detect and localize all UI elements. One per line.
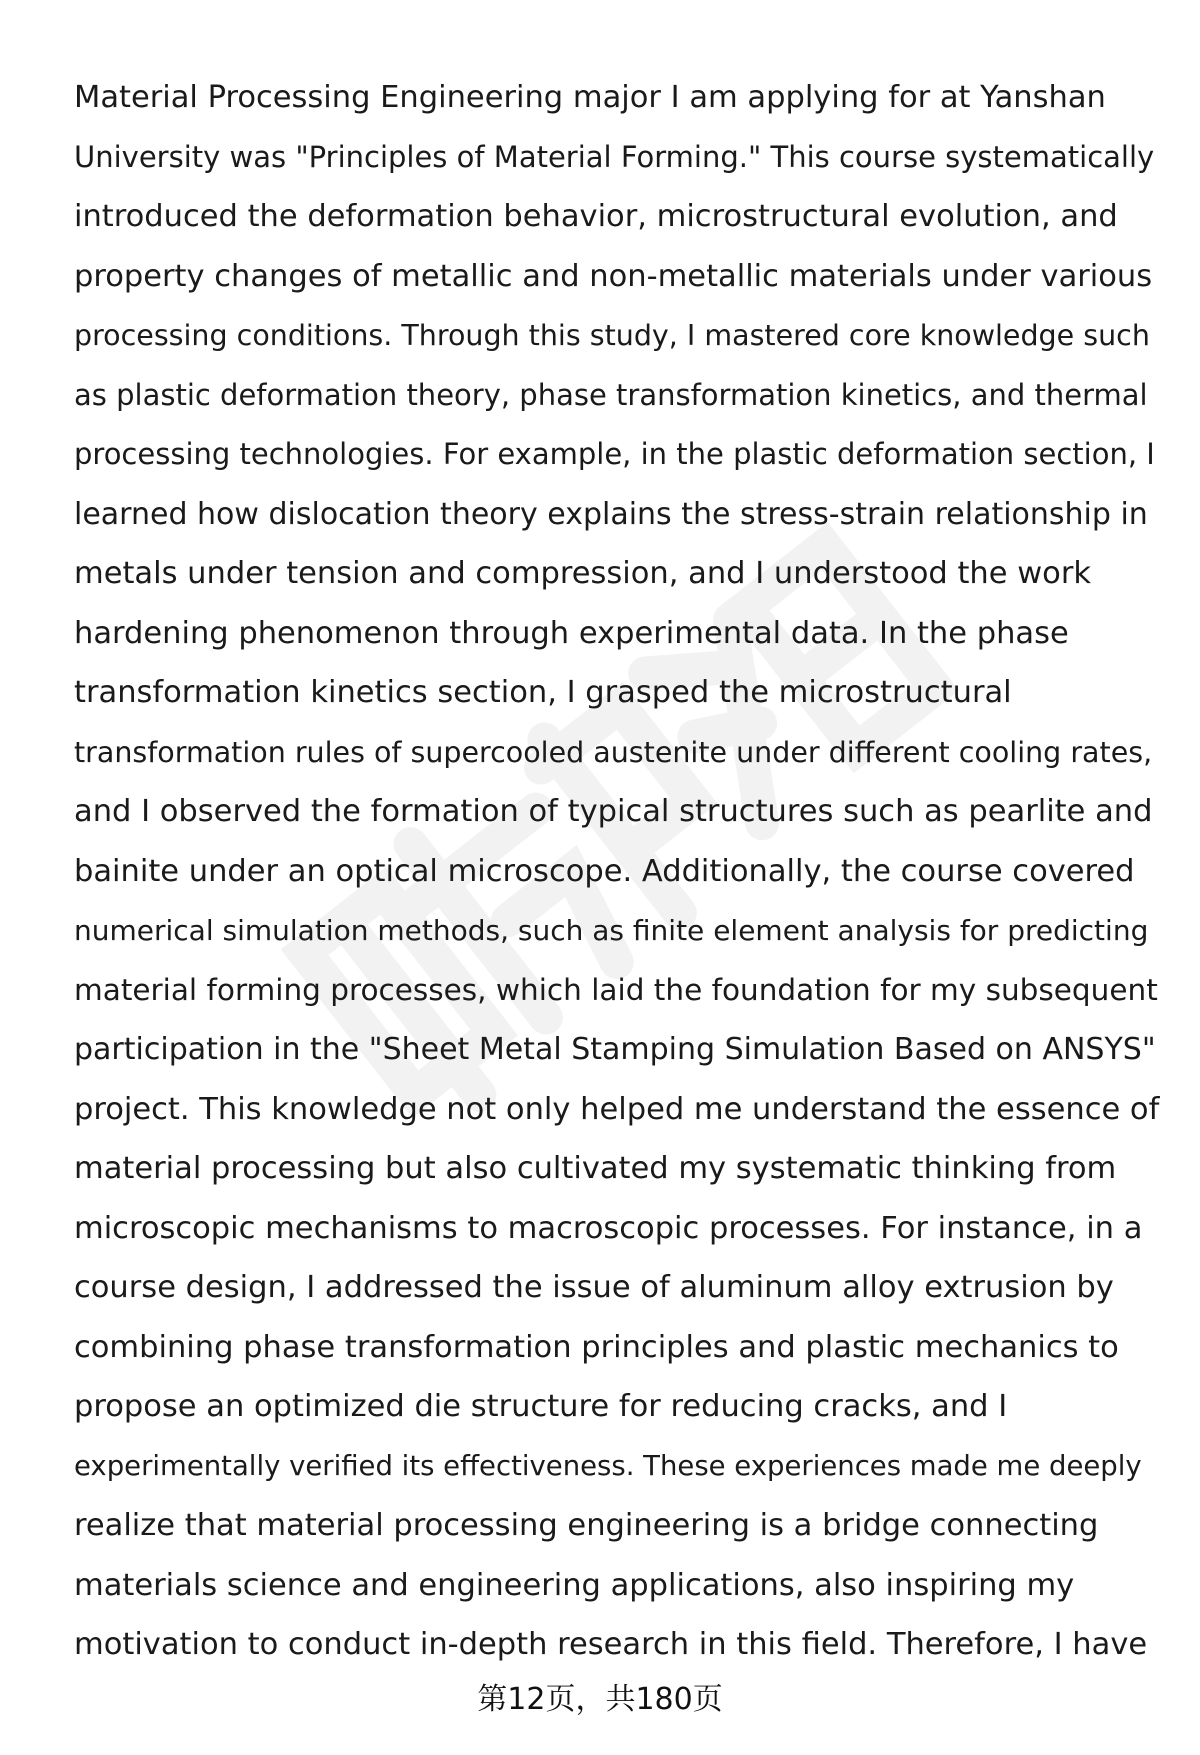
text-line: propose an optimized die structure for reducing cracks, and I xyxy=(74,1389,1008,1424)
text-line: transformation kinetics section, I grasped the microstructural xyxy=(74,675,1012,710)
text-line: University was "Principles of Material Forming." This course systematically xyxy=(74,139,1155,174)
text-line: introduced the deformation behavior, microstructural evolution, and xyxy=(74,199,1118,234)
text-line: project. This knowledge not only helped me understand the essence of xyxy=(74,1091,1160,1127)
text-line: learned how dislocation theory explains the stress-strain relationship in xyxy=(74,496,1148,532)
text-line: transformation rules of supercooled austenite under different cooling rates, xyxy=(74,735,1153,769)
text-line: material processing but also cultivated my systematic thinking from xyxy=(74,1151,1117,1186)
page-number-footer: 第12页，共180页 xyxy=(477,1682,723,1717)
body-text xyxy=(74,68,1160,1675)
text-line: Material Processing Engineering major I am applying for at Yanshan xyxy=(74,80,1106,115)
text-line: microscopic mechanisms to macroscopic processes. For instance, in a xyxy=(74,1210,1143,1246)
text-line: processing conditions. Through this study, I mastered core knowledge such xyxy=(74,319,1150,352)
text-line: hardening phenomenon through experimental data. In the phase xyxy=(74,615,1069,651)
text-line: metals under tension and compression, and I understood the work xyxy=(74,556,1092,591)
text-line: material forming processes, which laid the foundation for my subsequent xyxy=(74,972,1158,1007)
text-line: numerical simulation methods, such as finite element analysis for predicting xyxy=(74,914,1149,947)
text-line: property changes of metallic and non-metallic materials under various xyxy=(74,258,1153,294)
text-line: as plastic deformation theory, phase transformation kinetics, and thermal xyxy=(74,377,1148,412)
text-line: processing technologies. For example, in the plastic deformation section, I xyxy=(74,437,1155,471)
text-line: realize that material processing engineering is a bridge connecting xyxy=(74,1508,1099,1543)
text-line: course design, I addressed the issue of aluminum alloy extrusion by xyxy=(74,1270,1114,1305)
text-line: and I observed the formation of typical structures such as pearlite and xyxy=(74,794,1153,829)
text-line: combining phase transformation principles and plastic mechanics to xyxy=(74,1329,1119,1365)
text-line: materials science and engineering applications, also inspiring my xyxy=(74,1567,1075,1603)
text-line: motivation to conduct in-depth research in this field. Therefore, I have xyxy=(74,1627,1148,1662)
text-line: experimentally verified its effectiveness. These experiences made me deeply xyxy=(74,1449,1142,1482)
text-line: participation in the "Sheet Metal Stamping Simulation Based on ANSYS" xyxy=(74,1032,1156,1067)
text-line: bainite under an optical microscope. Additionally, the course covered xyxy=(74,853,1135,889)
